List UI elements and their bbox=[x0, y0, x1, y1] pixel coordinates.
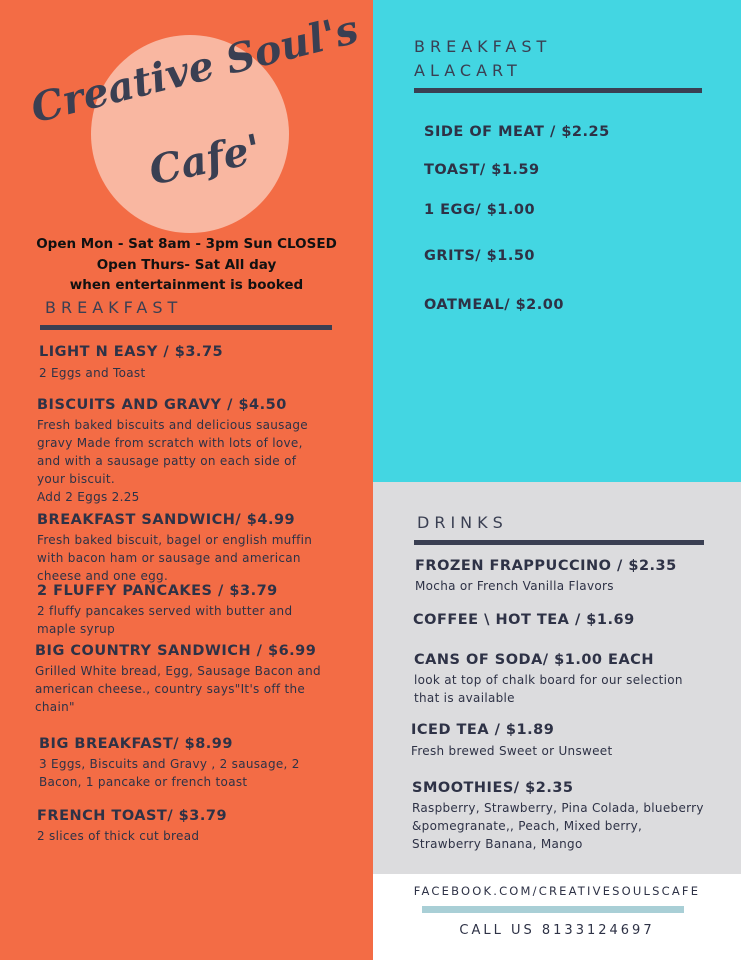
menu-item-desc: 2 slices of thick cut bread bbox=[37, 829, 200, 843]
alacart-item: SIDE OF MEAT / $2.25 bbox=[424, 124, 610, 140]
alacart-item: 1 EGG/ $1.00 bbox=[424, 202, 536, 218]
alacart-heading-2: ALACART bbox=[414, 61, 522, 80]
menu-item-title: BISCUITS AND GRAVY / $4.50 bbox=[37, 397, 287, 413]
drink-item-title: ICED TEA / $1.89 bbox=[411, 722, 555, 738]
menu-item-desc: Grilled White bread, Egg, Sausage Bacon and american cheese., country says"It's off the chain" bbox=[35, 664, 321, 714]
drink-item-title: FROZEN FRAPPUCCINO / $2.35 bbox=[415, 558, 677, 574]
menu-item-desc: 3 Eggs, Biscuits and Gravy , 2 sausage, 2 Bacon, 1 pancake or french toast bbox=[39, 757, 300, 789]
alacart-heading-1: BREAKFAST bbox=[414, 37, 552, 56]
breakfast-heading: BREAKFAST bbox=[45, 298, 183, 317]
logo-line-1: Creative Soul's bbox=[26, 5, 363, 133]
facebook-link[interactable]: FACEBOOK.COM/CREATIVESOULSCAFE bbox=[413, 884, 701, 898]
menu-item-desc: 2 Eggs and Toast bbox=[39, 366, 146, 380]
drink-item-title: CANS OF SODA/ $1.00 EACH bbox=[414, 652, 654, 668]
drink-item-desc: Fresh brewed Sweet or Unsweet bbox=[411, 744, 613, 758]
hours-line-1: Open Mon - Sat 8am - 3pm Sun CLOSED bbox=[36, 236, 337, 252]
menu-item-title: BIG COUNTRY SANDWICH / $6.99 bbox=[35, 643, 317, 659]
logo-line-2: Cafe' bbox=[145, 125, 266, 195]
menu-item-title: LIGHT N EASY / $3.75 bbox=[39, 344, 224, 360]
drinks-divider bbox=[414, 540, 704, 545]
drinks-heading: DRINKS bbox=[417, 513, 508, 532]
menu-item-desc: Fresh baked biscuit, bagel or english muffin with bacon ham or sausage and american cheese and one egg. bbox=[37, 533, 313, 583]
drink-item-title: SMOOTHIES/ $2.35 bbox=[412, 780, 574, 796]
alacart-item: OATMEAL/ $2.00 bbox=[424, 297, 564, 313]
menu-item-title: BREAKFAST SANDWICH/ $4.99 bbox=[37, 512, 296, 528]
menu-item-title: 2 FLUFFY PANCAKES / $3.79 bbox=[37, 583, 278, 599]
alacart-divider bbox=[414, 88, 702, 93]
drink-item-desc: look at top of chalk board for our selection that is available bbox=[414, 673, 683, 705]
drink-item-title: COFFEE \ HOT TEA / $1.69 bbox=[413, 612, 635, 628]
hours-line-3: when entertainment is booked bbox=[69, 277, 304, 293]
menu-item-title: BIG BREAKFAST/ $8.99 bbox=[39, 736, 233, 752]
breakfast-divider bbox=[40, 325, 332, 330]
menu-item-desc: 2 fluffy pancakes served with butter and maple syrup bbox=[37, 604, 293, 636]
alacart-item: TOAST/ $1.59 bbox=[424, 162, 540, 178]
drink-item-desc: Raspberry, Strawberry, Pina Colada, blueberry &pomegranate,, Peach, Mixed berry, Strawberry Banana, Mango bbox=[412, 801, 704, 851]
footer-divider bbox=[422, 906, 684, 913]
menu-item-title: FRENCH TOAST/ $3.79 bbox=[37, 808, 228, 824]
drink-item-desc: Mocha or French Vanilla Flavors bbox=[415, 579, 614, 593]
alacart-item: GRITS/ $1.50 bbox=[424, 248, 536, 264]
menu-item-desc: Fresh baked biscuits and delicious sausage gravy Made from scratch with lots of love, and with a sausage patty on each side of your biscuit. Add 2 Eggs 2.25 bbox=[37, 418, 308, 504]
phone-number[interactable]: CALL US 8133124697 bbox=[459, 923, 655, 938]
hours-line-2: Open Thurs- Sat All day bbox=[96, 257, 277, 273]
